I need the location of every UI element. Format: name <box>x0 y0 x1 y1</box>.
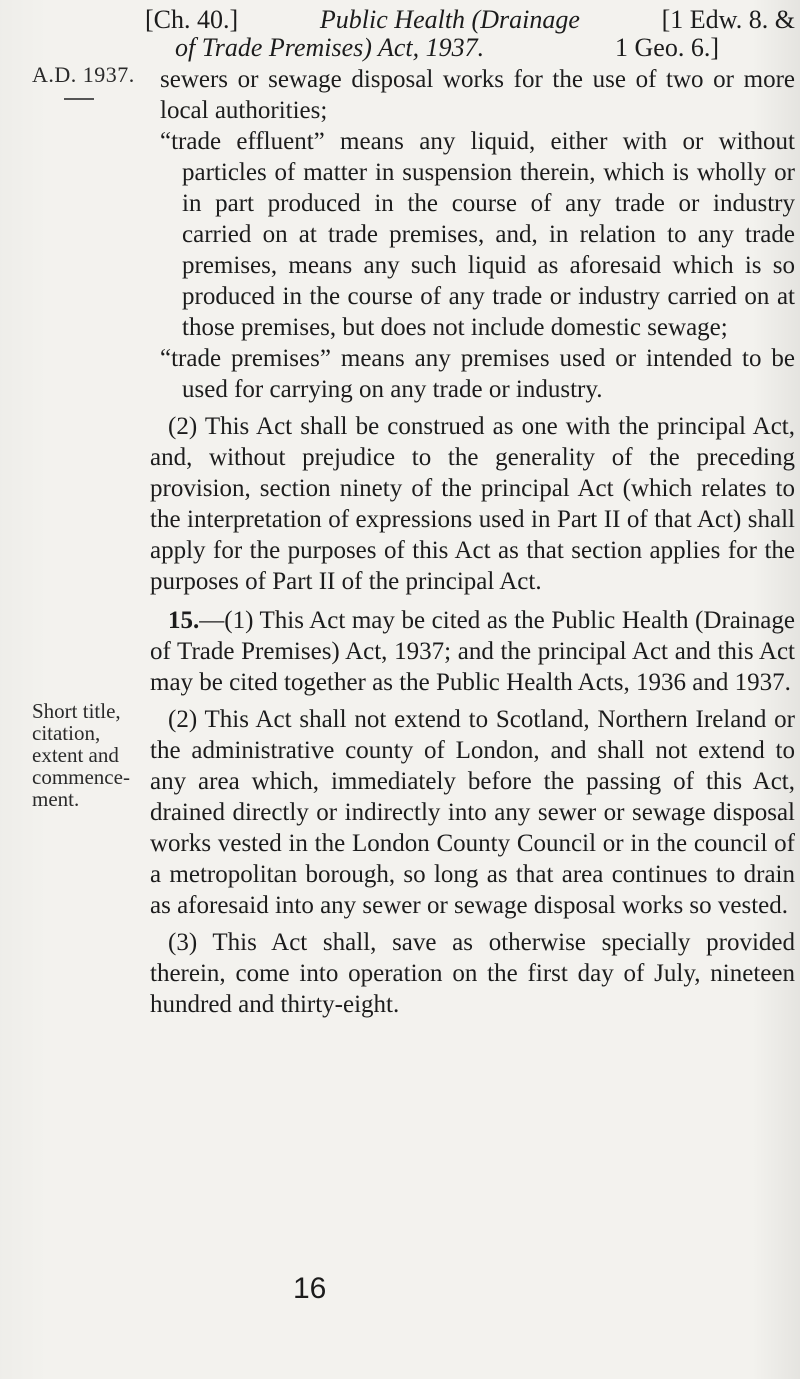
regnal-year-line-2: 1 Geo. 6.] <box>615 33 719 62</box>
body-text <box>150 64 795 1020</box>
paragraph-continuation: sewers or sewage disposal works for the use of two or more local authorities; <box>160 66 795 124</box>
margin-year-text: A.D. 1937. <box>32 62 135 87</box>
margin-note-line: citation, <box>32 721 101 745</box>
section-number: 15. <box>168 607 200 634</box>
margin-note-short-title <box>32 700 142 810</box>
act-title-line-1: Public Health (Drainage <box>319 5 580 34</box>
margin-note-line: commence- <box>32 765 130 789</box>
definition-trade-premises: “trade premises” means any premises used or intended to be used for carrying on any trade or industry. <box>160 345 795 403</box>
page-number: 16 <box>293 1272 327 1305</box>
subsection-construction: (2) This Act shall be construed as one with the principal Act, and, without prejudice to the generality of the preceding provision, section ninety of the principal Act (which relates to the interpretation of expressions used in Part II of that Act) shall apply for the purposes of this Act as that section applies for the purposes of Part II of the principal Act. <box>150 413 795 595</box>
definition-trade-effluent: “trade effluent” means any liquid, either with or without particles of matter in suspension therein, which is wholly or in part produced in the course of any trade or industry carried on at trade premises, and, in relation to any trade premises, means any such liquid as aforesaid which is so produced in the course of any trade or industry carried on at those premises, but does not include domestic sewage; <box>160 128 795 341</box>
margin-year <box>32 64 142 100</box>
regnal-year-line-1: [1 Edw. 8. & <box>661 5 795 34</box>
section-15-text: —(1) This Act may be cited as the Public Health (Drainage of Trade Premises) Act, 1937; and the principal Act and this Act may be cited together as the Public Health Acts, 1936 and 1937. <box>150 607 795 696</box>
subsection-extent: (2) This Act shall not extend to Scotland, Northern Ireland or the administrative county of London, and shall not extend to any area which, immediately before the passing of this Act, drained directly or indirectly into any sewer or sewage disposal works vested in the London County Council or in the council of a metropolitan borough, so long as that area continues to drain as aforesaid into any sewer or sewage disposal works so vested. <box>150 706 795 919</box>
chapter-reference: [Ch. 40.] <box>145 5 239 34</box>
act-title-line-2: of Trade Premises) Act, 1937. <box>175 33 485 62</box>
margin-note-line: extent and <box>32 743 119 767</box>
section-15 <box>150 605 795 698</box>
subsection-commencement: (3) This Act shall, save as otherwise specially provided therein, come into operation on the first day of July, nineteen hundred and thirty-eight. <box>150 929 795 1018</box>
margin-note-line: Short title, <box>32 699 121 723</box>
running-header <box>145 6 795 62</box>
margin-year-rule <box>64 98 94 100</box>
margin-note-line: ment. <box>32 787 80 811</box>
